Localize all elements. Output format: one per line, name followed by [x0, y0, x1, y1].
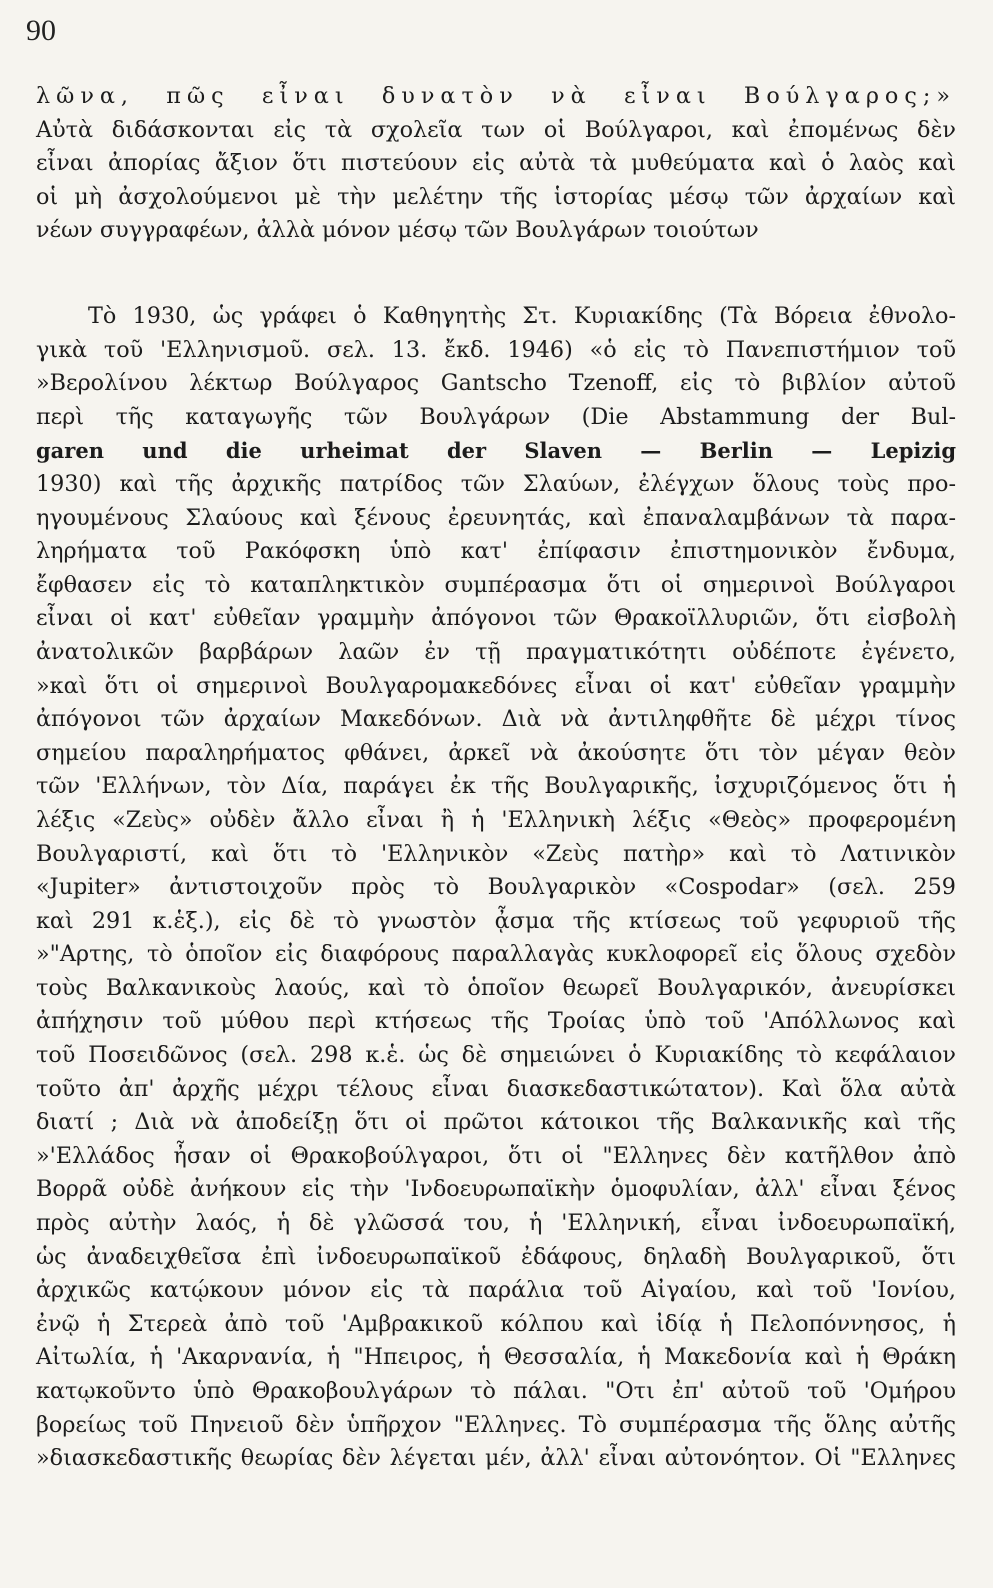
- text-line: ἀπόγονοι τῶν ἀρχαίων Μακεδόνων. Διὰ νὰ ἀντιληφθῆτε δὲ μέχρι τίνος: [36, 706, 956, 733]
- page-number: 90: [26, 14, 56, 47]
- text-line: περὶ τῆς καταγωγῆς τῶν Βουλγάρων (Die Abstammung der Bul-: [36, 403, 956, 430]
- text-line: »'Ελλάδος ἦσαν οἱ Θρακοβούλγαροι, ὅτι οἱ "Ελληνες δὲν κατῆλθον ἀπὸ: [36, 1142, 956, 1169]
- text-line: garen und die urheimat der Slaven — Berlin — Lepizig: [36, 438, 956, 464]
- text-line: »διασκεδαστικῆς θεωρίας δὲν λέγεται μέν, ἀλλ' εἶναι αὐτονόητον. Οἱ "Ελληνες: [36, 1445, 956, 1472]
- text-line: »"Αρτης, τὸ ὁποῖον εἰς διαφόρους παραλλαγὰς κυκλοφορεῖ εἰς ὅλους σχεδὸν: [36, 941, 956, 968]
- text-line: κατῳκοῦντο ὑπὸ Θρακοβουλγάρων τὸ πάλαι. "Οτι ἐπ' αὐτοῦ τοῦ 'Ομήρου: [36, 1378, 956, 1404]
- text-line: ὡς ἀναδειχθεῖσα ἐπὶ ἰνδοευρωπαϊκοῦ ἐδάφους, δηλαδὴ Βουλγαρικοῦ, ὅτι: [36, 1243, 956, 1270]
- text-line: Βορρᾶ οὐδὲ ἀνήκουν εἰς τὴν 'Ινδοευρωπαϊκὴν ὁμοφυλίαν, ἀλλ' εἶναι ξένος: [36, 1176, 956, 1203]
- text-line: εἶναι οἱ κατ' εὐθεῖαν γραμμὴν ἀπόγονοι τῶν Θρακοϊλλυριῶν, ὅτι εἰσβολὴ: [36, 605, 956, 632]
- text-line: διατί ; Διὰ νὰ ἀποδείξῃ ὅτι οἱ πρῶτοι κάτοικοι τῆς Βαλκανικῆς καὶ τῆς: [36, 1109, 956, 1136]
- text-line: οἱ μὴ ἀσχολούμενοι μὲ τὴν μελέτην τῆς ἱστορίας μέσῳ τῶν ἀρχαίων καὶ: [36, 183, 956, 210]
- text-line: «Jupiter» ἀντιστοιχοῦν πρὸς τὸ Βουλγαρικὸν «Cospodar» (σελ. 259: [36, 874, 956, 901]
- text-line: ἔφθασεν εἰς τὸ καταπληκτικὸν συμπέρασμα ὅτι οἱ σημερινοὶ Βούλγαροι: [36, 571, 956, 598]
- text-line: Βουλγαριστί, καὶ ὅτι τὸ 'Ελληνικὸν «Ζεὺς πατὴρ» καὶ τὸ Λατινικὸν: [36, 840, 956, 867]
- paragraph-2: [36, 300, 956, 1476]
- text-line: Αἰτωλία, ἡ 'Ακαρνανία, ἡ "Ηπειρος, ἡ Θεσσαλία, ἡ Μακεδονία καὶ ἡ Θράκη: [36, 1344, 956, 1371]
- text-line: τοὺς Βαλκανικοὺς λαούς, καὶ τὸ ὁποῖον θεωρεῖ Βουλγαρικόν, ἀνευρίσκει: [36, 974, 956, 1001]
- text-line: νέων συγγραφέων, ἀλλὰ μόνον μέσῳ τῶν Βουλγάρων τοιούτων: [36, 217, 759, 244]
- text-line: ἀνατολικῶν βαρβάρων λαῶν ἐν τῇ πραγματικότητι οὐδέποτε ἐγένετο,: [36, 638, 956, 665]
- paragraph-1: [36, 80, 956, 248]
- text-line: ἀρχικῶς κατῴκουν μόνον εἰς τὰ παράλια τοῦ Αἰγαίου, καὶ τοῦ 'Ιονίου,: [36, 1277, 956, 1304]
- text-line: τοῦ Ποσειδῶνος (σελ. 298 κ.ἑ. ὡς δὲ σημειώνει ὁ Κυριακίδης τὸ κεφάλαιον: [36, 1042, 956, 1069]
- text-line: ηγουμένους Σλαύους καὶ ξένους ἐρευνητάς, καὶ ἐπαναλαμβάνων τὰ παρα-: [36, 504, 956, 531]
- text-line: πρὸς αὐτὴν λαός, ἡ δὲ γλῶσσά του, ἡ 'Ελληνική, εἶναι ἰνδοευρωπαϊκή,: [36, 1210, 956, 1237]
- text-line: σημείου παραληρήματος φθάνει, ἀρκεῖ νὰ ἀκούσητε ὅτι τὸν μέγαν θεὸν: [36, 739, 956, 766]
- text-line: τοῦτο ἀπ' ἀρχῆς μέχρι τέλους εἶναι διασκεδαστικώτατον). Καὶ ὅλα αὐτὰ: [36, 1075, 956, 1102]
- text-line: Αὐτὰ διδάσκονται εἰς τὰ σχολεῖα των οἱ Βούλγαροι, καὶ ἐπομένως δὲν: [36, 116, 956, 143]
- text-line: ἀπήχησιν τοῦ μύθου περὶ κτήσεως τῆς Τροίας ὑπὸ τοῦ 'Απόλλωνος καὶ: [36, 1008, 956, 1035]
- text-line: »Βερολίνου λέκτωρ Βούλγαρος Gantscho Tzenoff, εἰς τὸ βιβλίον αὐτοῦ: [36, 370, 956, 397]
- text-line: Τὸ 1930, ὡς γράφει ὁ Καθηγητὴς Στ. Κυριακίδης (Τὰ Βόρεια ἐθνολο-: [88, 303, 956, 329]
- text-line: ληρήματα τοῦ Ρακόφσκη ὑπὸ κατ' ἐπίφασιν ἐπιστημονικὸν ἔνδυμα,: [36, 538, 956, 565]
- text-line: λέξις «Ζεὺς» οὐδὲν ἄλλο εἶναι ἢ ἡ 'Ελληνικὴ λέξις «Θεὸς» προφερομένη: [36, 806, 956, 833]
- text-line: »καὶ ὅτι οἱ σημερινοὶ Βουλγαρομακεδόνες εἶναι οἱ κατ' εὐθεῖαν γραμμὴν: [36, 672, 956, 699]
- text-line: λῶνα, πῶς εἶναι δυνατὸν νὰ εἶναι Βούλγαρος;»: [36, 83, 956, 109]
- text-line: τῶν 'Ελλήνων, τὸν Δία, παράγει ἐκ τῆς Βουλγαρικῆς, ἰσχυριζόμενος ὅτι ἡ: [36, 773, 956, 800]
- text-line: 1930) καὶ τῆς ἀρχικῆς πατρίδος τῶν Σλαύων, ἐλέγχων ὅλους τοὺς προ-: [36, 470, 956, 497]
- text-line: καὶ 291 κ.ἑξ.), εἰς δὲ τὸ γνωστὸν ᾆσμα τῆς κτίσεως τοῦ γεφυριοῦ τῆς: [36, 907, 956, 934]
- text-line: ἐνῷ ἡ Στερεὰ ἀπὸ τοῦ 'Αμβρακικοῦ κόλπου καὶ ἰδίᾳ ἡ Πελοπόννησος, ἡ: [36, 1310, 956, 1337]
- text-line: γικὰ τοῦ 'Ελληνισμοῦ. σελ. 13. ἔκδ. 1946) «ὁ εἰς τὸ Πανεπιστήμιον τοῦ: [36, 336, 956, 363]
- text-line: βορείως τοῦ Πηνειοῦ δὲν ὑπῆρχον "Ελληνες. Τὸ συμπέρασμα τῆς ὅλης αὐτῆς: [36, 1411, 956, 1438]
- text-line: εἶναι ἀπορίας ἄξιον ὅτι πιστεύουν εἰς αὐτὰ τὰ μυθεύματα καὶ ὁ λαὸς καὶ: [36, 150, 956, 177]
